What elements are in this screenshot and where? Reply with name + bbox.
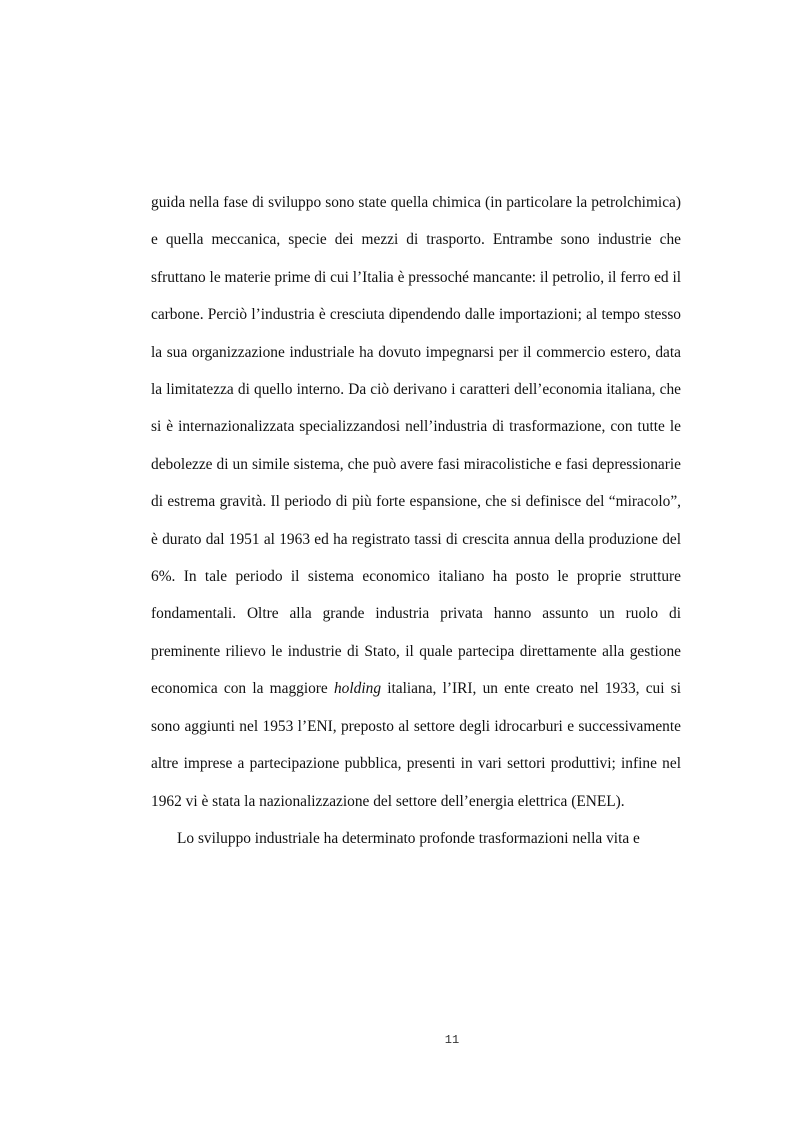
body-text <box>151 184 681 857</box>
paragraph-text-part-2: italiana, l’IRI, un ente creato nel 1933, cui si sono aggiunti nel 1953 l’ENI, preposto al settore degli idrocarburi e successivamente altre imprese a partecipazione pubblica, presenti in vari settori produttivi; infine nel 1962 vi è stata la nazionalizzazione del settore dell’energia elettrica (ENEL). <box>151 680 681 810</box>
paragraph-text-part-1: guida nella fase di sviluppo sono state quella chimica (in particolare la petrolchimica) e quella meccanica, specie dei mezzi di trasporto. Entrambe sono industrie che sfruttano le materie prime di cui l’Italia è pressoché mancante: il petrolio, il ferro ed il carbone. Perciò l’industria è cresciuta dipendendo dalle importazioni; al tempo stesso la sua organizzazione industriale ha dovuto impegnarsi per il commercio estero, data la limitatezza di quello interno. Da ciò derivano i caratteri dell’economia italiana, che si è internazionalizzata specializzandosi nell’industria di trasformazione, con tutte le debolezze di un simile sistema, che può avere fasi miracolistiche e fasi depressionarie di estrema gravità. Il periodo di più forte espansione, che si definisce del “miracolo”, è durato dal 1951 al 1963 ed ha registrato tassi di crescita annua della produzione del 6%. In tale periodo il sistema economico italiano ha posto le proprie strutture fondamentali. Oltre alla grande industria privata hanno assunto un ruolo di preminente rilievo le industrie di Stato, il quale partecipa direttamente alla gestione economica con la maggiore <box>151 194 681 698</box>
page-number: 11 <box>444 1033 460 1047</box>
paragraph-continuation <box>151 184 681 820</box>
italic-term: holding <box>333 680 382 698</box>
paragraph-new: Lo sviluppo industriale ha determinato profonde trasformazioni nella vita e <box>177 829 640 847</box>
